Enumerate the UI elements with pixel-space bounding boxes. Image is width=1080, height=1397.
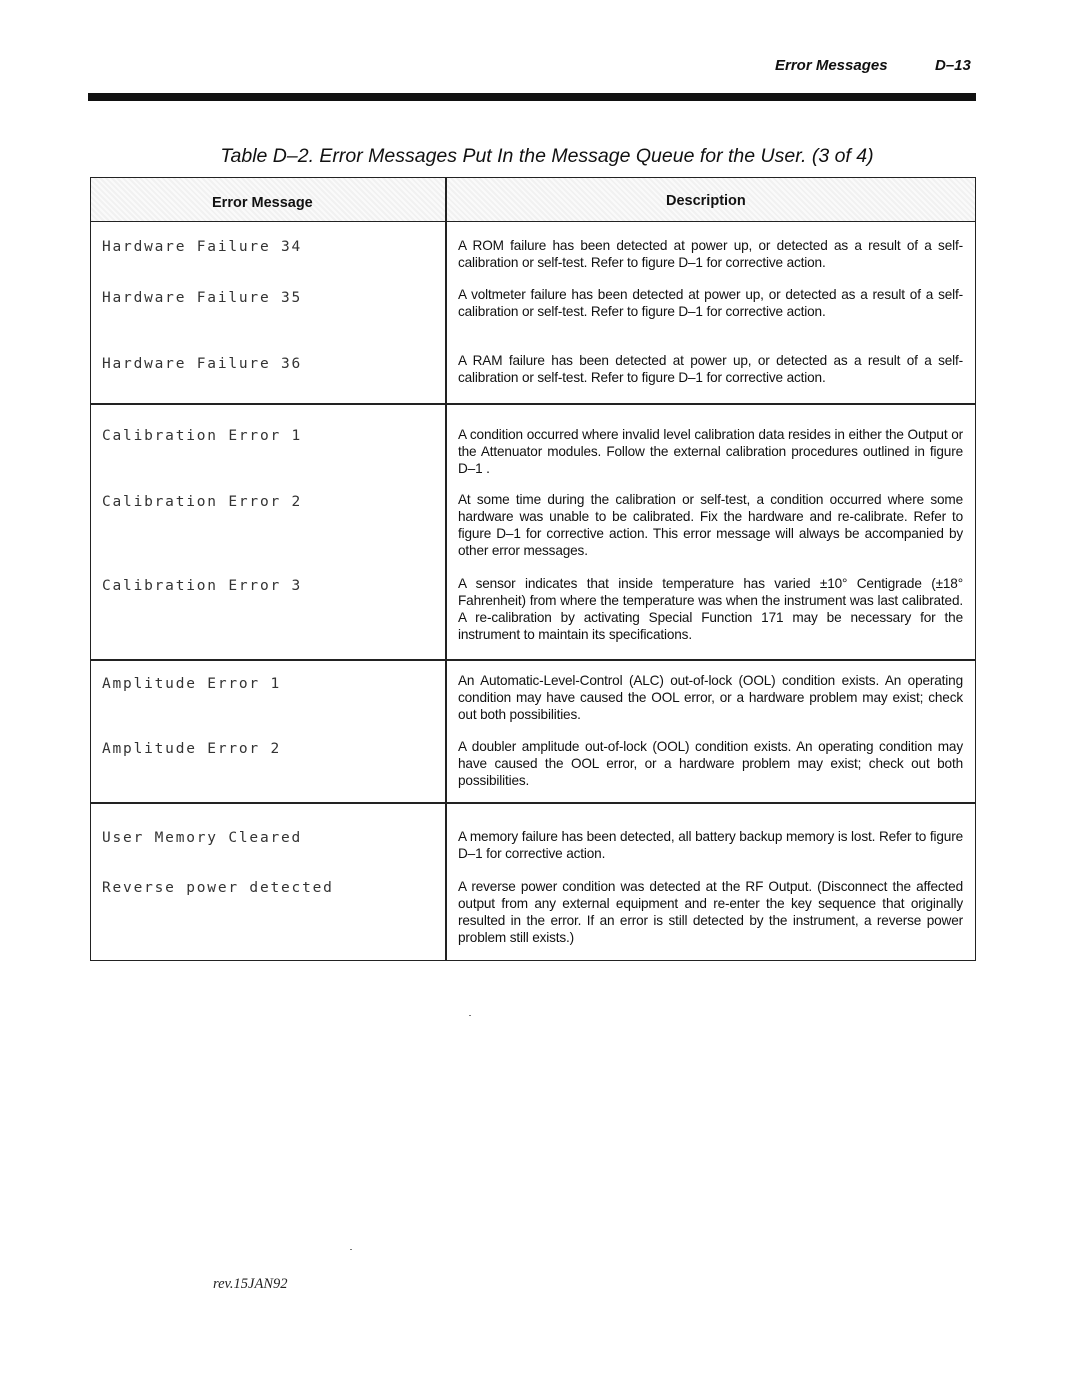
group-divider	[91, 659, 975, 661]
group-divider	[91, 802, 975, 804]
error-message: Amplitude Error 1	[102, 676, 282, 692]
table-caption: Table D–2. Error Messages Put In the Message Queue for the User. (3 of 4)	[220, 145, 874, 167]
group-divider	[91, 403, 975, 405]
error-message: Calibration Error 3	[102, 578, 303, 594]
error-description: A voltmeter failure has been detected at power up, or detected as a result of a self-calibration or self-test. Refer to figure D–1 for corrective action.	[458, 287, 963, 319]
error-description: A ROM failure has been detected at power up, or detected as a result of a self-calibration or self-test. Refer to figure D–1 for corrective action.	[458, 238, 963, 270]
error-message: User Memory Cleared	[102, 830, 303, 846]
running-head-section: Error Messages	[775, 57, 888, 74]
error-message: Calibration Error 2	[102, 494, 303, 510]
column-divider	[445, 177, 447, 961]
error-description: A RAM failure has been detected at power up, or detected as a result of a self-calibration or self-test. Refer to figure D–1 for corrective action.	[458, 353, 963, 385]
error-message: Hardware Failure 35	[102, 290, 303, 306]
error-description: A condition occurred where invalid level calibration data resides in either the Output or the Attenuator modules. Follow the external calibration procedures outlined in figure D–1 .	[458, 427, 963, 476]
error-message: Amplitude Error 2	[102, 741, 282, 757]
table-header-row	[91, 178, 975, 222]
error-message: Calibration Error 1	[102, 428, 303, 444]
error-description: A doubler amplitude out-of-lock (OOL) condition exists. An operating condition may have caused the OOL error, or a hardware problem may exist; check out both possibilities.	[458, 739, 963, 788]
error-description: A reverse power condition was detected at the RF Output. (Disconnect the affected output from any external equipment and re-enter the key sequence that originally resulted in the error. If an error is still detected by the instrument, a reverse power problem still exists.)	[458, 879, 963, 945]
header-description: Description	[666, 193, 746, 209]
scan-speck	[350, 1249, 352, 1250]
error-message: Reverse power detected	[102, 880, 334, 896]
error-description: At some time during the calibration or self-test, a condition occurred where some hardware was unable to be calibrated. Fix the hardware and re-calibrate. Refer to figure D–1 for corrective action. This error message will always be accompanied by other error messages.	[458, 492, 963, 558]
revision-label: rev.15JAN92	[213, 1276, 288, 1292]
header-error-message: Error Message	[212, 195, 313, 211]
error-message: Hardware Failure 34	[102, 239, 303, 255]
error-message: Hardware Failure 36	[102, 356, 303, 372]
page-number: D–13	[935, 57, 971, 74]
error-description: An Automatic-Level-Control (ALC) out-of-lock (OOL) condition exists. An operating condition may have caused the OOL error, or a hardware problem may exist; check out both possibilities.	[458, 673, 963, 722]
error-description: A sensor indicates that inside temperature has varied ±10° Centigrade (±18° Fahrenheit) from where the temperature was when the instrument was last calibrated. A re-calibration by activating Special Function 171 may be necessary for the instrument to maintain its specifications.	[458, 576, 963, 642]
running-head	[0, 57, 1080, 77]
header-rule	[88, 93, 976, 101]
error-description: A memory failure has been detected, all battery backup memory is lost. Refer to figure D–1 for corrective action.	[458, 829, 963, 861]
scan-speck	[469, 1015, 471, 1016]
